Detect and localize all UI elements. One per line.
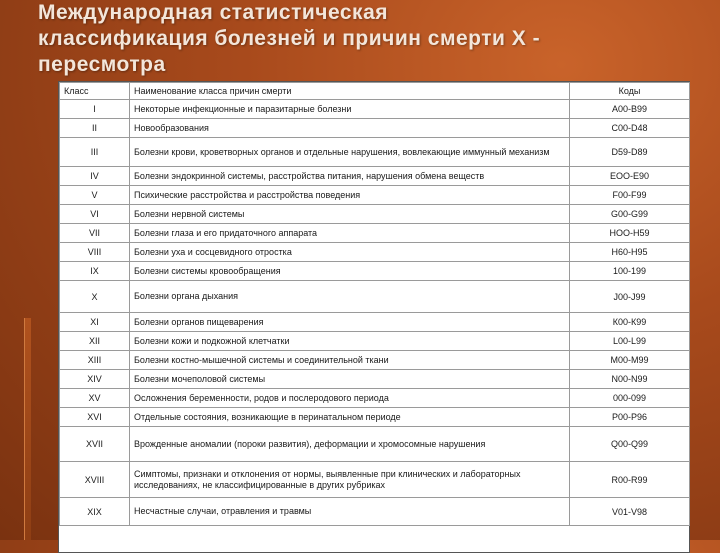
- code-cell: J00-J99: [570, 281, 690, 313]
- code-cell: Р00-Р96: [570, 408, 690, 427]
- table-row: [60, 462, 690, 498]
- code-cell: N00-N99: [570, 370, 690, 389]
- class-cell: VII: [60, 224, 130, 243]
- name-cell: Болезни органа дыхания: [130, 281, 570, 313]
- code-cell: А00-В99: [570, 100, 690, 119]
- classification-table-panel: [58, 81, 690, 553]
- class-cell: IX: [60, 262, 130, 281]
- table-row: [60, 427, 690, 462]
- table-row: [60, 224, 690, 243]
- class-cell: I: [60, 100, 130, 119]
- code-cell: R00-R99: [570, 462, 690, 498]
- class-cell: V: [60, 186, 130, 205]
- table-row: [60, 498, 690, 526]
- code-cell: 100-199: [570, 262, 690, 281]
- name-cell: Врожденные аномалии (пороки развития), деформации и хромосомные нарушения: [130, 427, 570, 462]
- name-cell: Осложнения беременности, родов и послеродового периода: [130, 389, 570, 408]
- table-row: [60, 138, 690, 167]
- class-cell: VIII: [60, 243, 130, 262]
- table-row: [60, 408, 690, 427]
- name-cell: Отдельные состояния, возникающие в перинатальном периоде: [130, 408, 570, 427]
- name-cell: Симптомы, признаки и отклонения от нормы, выявленные при клинических и лабораторных исследованиях, не классифицированные в других рубриках: [130, 462, 570, 498]
- code-cell: С00-D48: [570, 119, 690, 138]
- table-row: [60, 100, 690, 119]
- title-line-2: классификация болезней и причин смерти X -: [38, 27, 541, 50]
- classification-table: [59, 82, 690, 526]
- table-row: [60, 313, 690, 332]
- header-class: Класс: [60, 83, 130, 100]
- name-cell: Болезни глаза и его придаточного аппарата: [130, 224, 570, 243]
- class-cell: XVI: [60, 408, 130, 427]
- table-row: [60, 205, 690, 224]
- code-cell: V01-V98: [570, 498, 690, 526]
- name-cell: Несчастные случаи, отравления и травмы: [130, 498, 570, 526]
- code-cell: М00-М99: [570, 351, 690, 370]
- code-cell: L00-L99: [570, 332, 690, 351]
- name-cell: Некоторые инфекционные и паразитарные болезни: [130, 100, 570, 119]
- name-cell: Болезни крови, кроветворных органов и отдельные нарушения, вовлекающие иммунный механизм: [130, 138, 570, 167]
- name-cell: Болезни уха и сосцевидного отростка: [130, 243, 570, 262]
- class-cell: XIV: [60, 370, 130, 389]
- class-cell: XVII: [60, 427, 130, 462]
- name-cell: Болезни кожи и подкожной клетчатки: [130, 332, 570, 351]
- header-name: Наименование класса причин смерти: [130, 83, 570, 100]
- code-cell: Q00-Q99: [570, 427, 690, 462]
- class-cell: IV: [60, 167, 130, 186]
- class-cell: X: [60, 281, 130, 313]
- code-cell: 000-099: [570, 389, 690, 408]
- class-cell: XII: [60, 332, 130, 351]
- code-cell: G00-G99: [570, 205, 690, 224]
- table-row: [60, 186, 690, 205]
- title-line-3: пересмотра: [38, 53, 166, 76]
- code-cell: К00-К99: [570, 313, 690, 332]
- code-cell: ЕОО-Е90: [570, 167, 690, 186]
- class-cell: XIX: [60, 498, 130, 526]
- name-cell: Болезни нервной системы: [130, 205, 570, 224]
- class-cell: XI: [60, 313, 130, 332]
- code-cell: D59-D89: [570, 138, 690, 167]
- table-row: [60, 281, 690, 313]
- table-header-row: [60, 83, 690, 100]
- class-cell: XV: [60, 389, 130, 408]
- title-line-1: Международная статистическая: [38, 1, 388, 24]
- decorative-bar: [24, 318, 31, 540]
- table-row: [60, 389, 690, 408]
- slide-title: [38, 0, 718, 78]
- table-row: [60, 351, 690, 370]
- table-row: [60, 243, 690, 262]
- class-cell: XIII: [60, 351, 130, 370]
- name-cell: Психические расстройства и расстройства поведения: [130, 186, 570, 205]
- table-row: [60, 262, 690, 281]
- table-row: [60, 332, 690, 351]
- name-cell: Новообразования: [130, 119, 570, 138]
- name-cell: Болезни эндокринной системы, расстройства питания, нарушения обмена веществ: [130, 167, 570, 186]
- table-row: [60, 167, 690, 186]
- class-cell: XVIII: [60, 462, 130, 498]
- class-cell: III: [60, 138, 130, 167]
- name-cell: Болезни мочеполовой системы: [130, 370, 570, 389]
- table-row: [60, 370, 690, 389]
- code-cell: Н60-Н95: [570, 243, 690, 262]
- code-cell: НОО-Н59: [570, 224, 690, 243]
- name-cell: Болезни системы кровообращения: [130, 262, 570, 281]
- header-codes: Коды: [570, 83, 690, 100]
- class-cell: VI: [60, 205, 130, 224]
- name-cell: Болезни органов пищеварения: [130, 313, 570, 332]
- name-cell: Болезни костно-мышечной системы и соединительной ткани: [130, 351, 570, 370]
- class-cell: II: [60, 119, 130, 138]
- code-cell: F00-F99: [570, 186, 690, 205]
- table-row: [60, 119, 690, 138]
